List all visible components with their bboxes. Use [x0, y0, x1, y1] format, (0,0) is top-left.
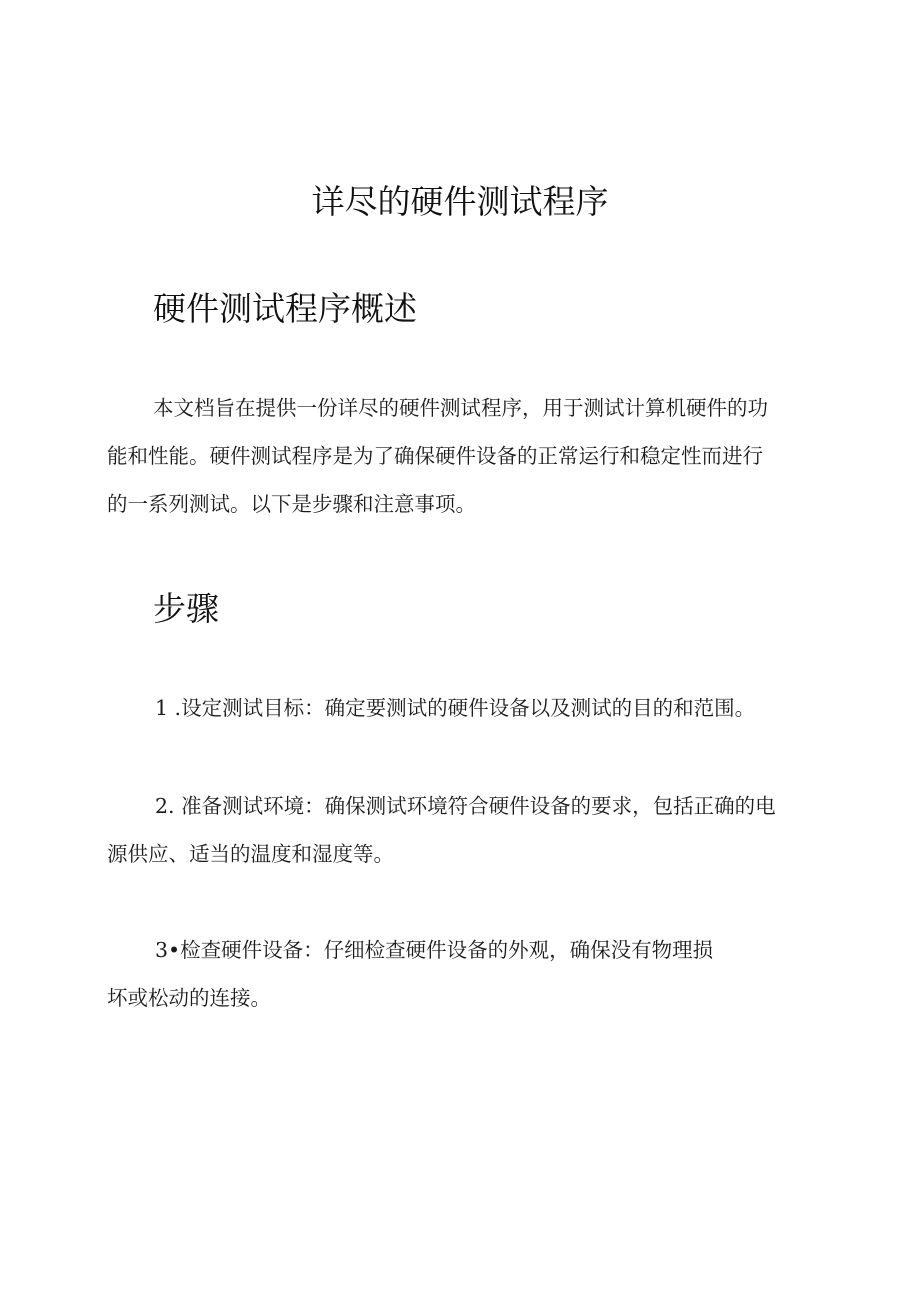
step-line: 坏或松动的连接。 [107, 986, 271, 1010]
paragraph-line: 的一系列测试。以下是步骤和注意事项。 [107, 492, 476, 516]
section-heading-steps: 步骤 [153, 589, 219, 628]
paragraph-line: 本文档旨在提供一份详尽的硬件测试程序，用于测试计算机硬件的功 [153, 396, 768, 420]
step-line: 1 .设定测试目标：确定要测试的硬件设备以及测试的目的和范围。 [155, 696, 756, 720]
step-line: 3•检查硬件设备：仔细检查硬件设备的外观，确保没有物理损 [155, 938, 714, 962]
step-line: 2. 准备测试环境：确保测试环境符合硬件设备的要求，包括正确的电 [155, 794, 776, 818]
section-heading-overview: 硬件测试程序概述 [153, 289, 417, 328]
step-line: 源供应、适当的温度和湿度等。 [107, 842, 394, 866]
document-title: 详尽的硬件测试程序 [311, 182, 609, 221]
paragraph-line: 能和性能。硬件测试程序是为了确保硬件设备的正常运行和稳定性而进行 [107, 444, 763, 468]
